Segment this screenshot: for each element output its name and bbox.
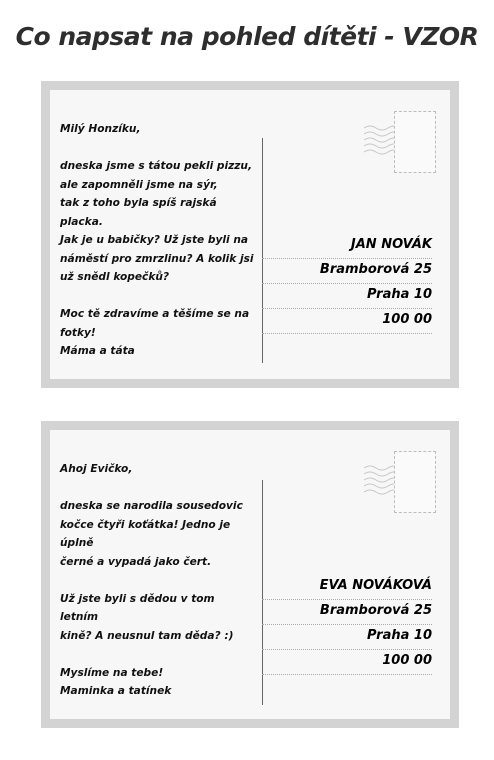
address-zip: 100 00 <box>262 309 432 334</box>
address-name: JAN NOVÁK <box>262 234 432 259</box>
postcard-message: Ahoj Evičko, dneska se narodila sousedovic kočce čtyři koťátka! Jedno je úplně černé a vypadá jako čert. Už jste byli s dědou v tom letním kině? A neusnul tam děda? :) Myslíme na tebe! Maminka a tatínek <box>60 463 243 697</box>
postcard-message: Milý Honzíku, dneska jsme s tátou pekli pizzu, ale zapomněli jsme na sýr, tak z toho byla spíš rajská placka. Jak je u babičky? Už jste byli na náměstí pro zmrzlinu? A kolik jsi už snědl kopečků? Moc tě zdravíme a těšíme se na fotky! Máma a táta <box>60 123 254 357</box>
page-title: Co napsat na pohled dítěti - VZOR <box>15 22 479 51</box>
recipient-address <box>262 234 432 334</box>
address-street: Bramborová 25 <box>262 600 432 625</box>
address-zip: 100 00 <box>262 650 432 675</box>
stamp-box <box>394 451 436 513</box>
stamp-box <box>394 111 436 173</box>
postcard <box>50 90 450 379</box>
recipient-address <box>262 575 432 675</box>
address-name: EVA NOVÁKOVÁ <box>262 575 432 600</box>
postcard <box>50 430 450 719</box>
address-street: Bramborová 25 <box>262 259 432 284</box>
postcard-frame <box>41 81 459 388</box>
address-city: Praha 10 <box>262 625 432 650</box>
postcard-frame <box>41 421 459 728</box>
address-city: Praha 10 <box>262 284 432 309</box>
